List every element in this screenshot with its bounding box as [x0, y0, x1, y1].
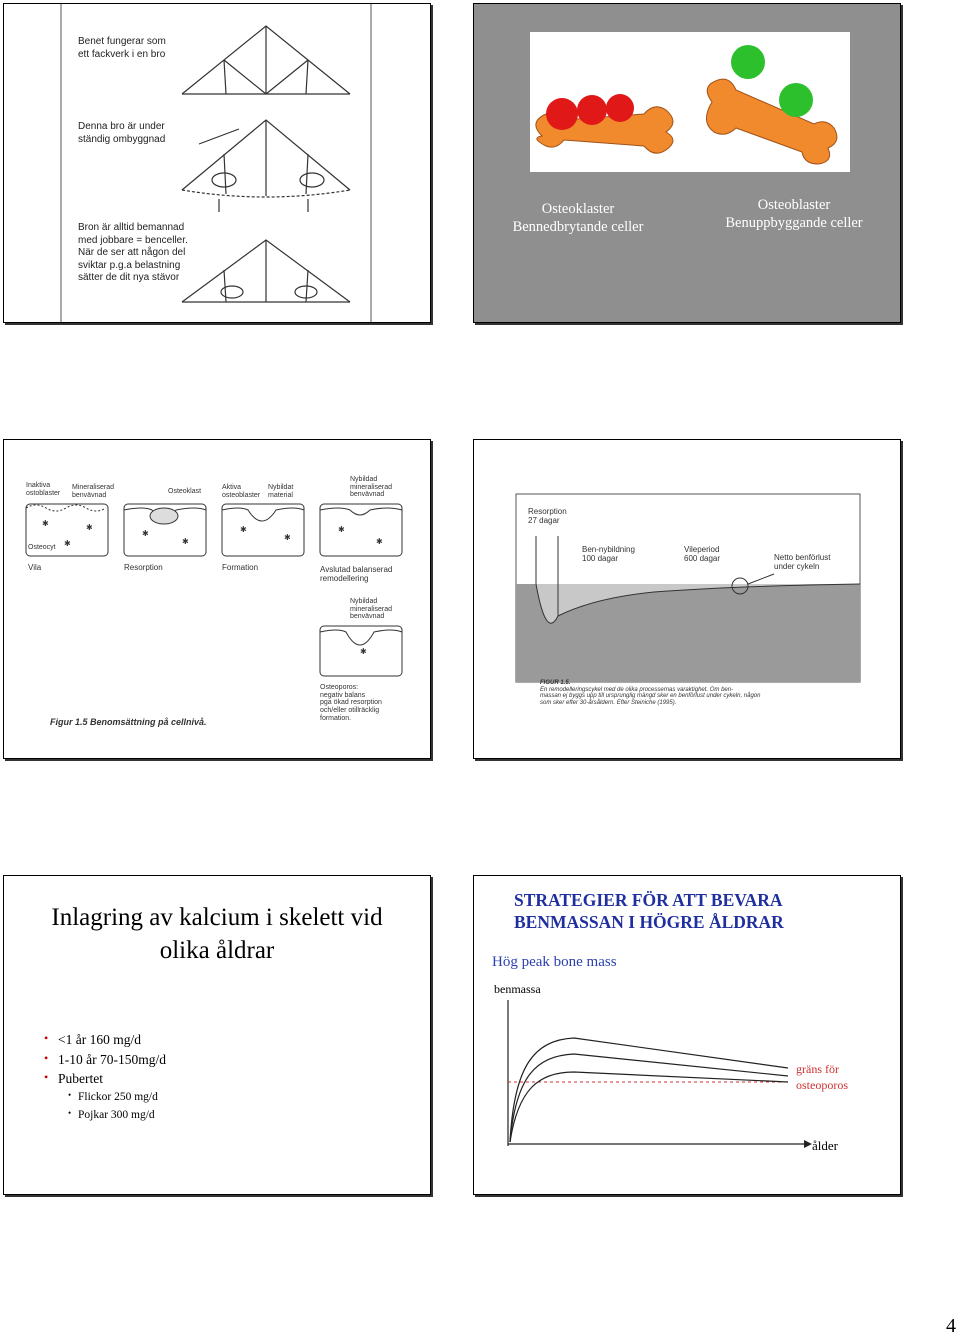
y-axis-label: benmassa [494, 982, 541, 996]
calcium-bullets [58, 1030, 166, 1124]
threshold-label: gräns för osteoporos [796, 1062, 848, 1092]
label-vila: Vila [28, 563, 42, 572]
label-osteoklast: Osteoklast [168, 488, 202, 495]
remodeling-cycle-chart [474, 440, 901, 759]
bullet-puberty: • Pubertet [58, 1069, 166, 1089]
svg-text:✱: ✱ [240, 525, 247, 534]
strategies-subtitle: Hög peak bone mass [492, 954, 617, 970]
label-nybildad-2: Nybildad mineraliserad benvävnad [350, 598, 393, 621]
svg-text:✱: ✱ [376, 537, 383, 546]
subbullet-boys: • Pojkar 300 mg/d [78, 1107, 166, 1125]
svg-text:✱: ✱ [360, 647, 367, 656]
svg-text:✱: ✱ [338, 525, 345, 534]
figure-caption-4: FIGUR 1.5. En remodelleringscykel med de olika processernas varaktighet. Om ben- massan ej byggs upp till ursprunglig mängd sker en benförlust under cykeln, någon som sker efter 30-årsåldern. Efter Steiniche (1995). [540, 680, 761, 706]
label-mineral: Mineraliserad benvävnad [72, 484, 115, 499]
label-nybildat: Nybildat material [268, 484, 294, 499]
bridge-text-3: Bron är alltid bemannad med jobbare = benceller. När de ser att någon del sviktar p.g.a belastning sätter de dit nya stävor [78, 222, 188, 283]
figure-caption: Figur 1.5 Benomsättning på cellnivå. [50, 717, 207, 727]
label-formation: Formation [222, 563, 259, 572]
svg-text:✱: ✱ [182, 537, 189, 546]
osteoclast-icon [546, 98, 578, 130]
label-osteocyt: Osteocyt [28, 544, 56, 551]
svg-text:✱: ✱ [64, 539, 71, 548]
nybildning-label: Ben-nybildning 100 dagar [582, 545, 635, 563]
bullet-infant: • <1 år 160 mg/d [58, 1030, 166, 1050]
slide-bone-cells [473, 3, 901, 323]
label-balans: Avslutad balanserad remodellering [320, 565, 393, 583]
bone-mass-chart [474, 876, 901, 1195]
label-nybildad-1: Nybildad mineraliserad benvävnad [350, 476, 393, 499]
label-resorption: Resorption [124, 563, 163, 572]
bullet-child: • 1-10 år 70-150mg/d [58, 1050, 166, 1070]
subbullet-girls: • Flickor 250 mg/d [78, 1089, 166, 1107]
x-axis-label: ålder [812, 1138, 838, 1153]
bone-cells-illustration [474, 4, 901, 323]
osteoblaster-caption: Osteoblaster Benuppbyggande celler [725, 197, 863, 232]
slide-remodeling-cycle [473, 439, 901, 759]
strategies-title: STRATEGIER FÖR ATT BEVARA BENMASSAN I HÖGRE ÅLDRAR [514, 890, 784, 932]
slide-title: Inlagring av kalcium i skelett vid olika åldrar [51, 904, 383, 964]
svg-text:✱: ✱ [284, 533, 291, 542]
bridge-text-2: Denna bro är under ständig ombyggnad [78, 121, 166, 145]
slide-bone-mass-strategies [473, 875, 901, 1195]
osteoklaster-caption: Osteoklaster Bennedbrytande celler [512, 201, 644, 236]
page-number: 4 [946, 1315, 956, 1337]
label-aktiva: Aktiva osteoblaster [222, 484, 261, 499]
slide-remodeling-cells [3, 439, 431, 759]
bridge-drawings [4, 4, 431, 323]
osteoblast-icon [731, 45, 765, 79]
svg-text:✱: ✱ [42, 519, 49, 528]
label-inaktiva: Inaktiva ostoblaster [26, 482, 61, 497]
netto-label: Netto benförlust under cykeln [774, 553, 831, 571]
svg-text:✱: ✱ [142, 529, 149, 538]
slide-calcium-storage [3, 875, 431, 1195]
svg-text:✱: ✱ [86, 523, 93, 532]
resorption-label: Resorption 27 dagar [528, 507, 567, 525]
slide-bridge-analogy [3, 3, 431, 323]
bridge-text-1: Benet fungerar som ett fackverk i en bro [78, 36, 166, 60]
label-osteoporos: Osteoporos: negativ balans pga ökad resorption och/eller otillräcklig formation. [320, 684, 382, 722]
vileperiod-label: Vileperiod 600 dagar [684, 545, 721, 563]
